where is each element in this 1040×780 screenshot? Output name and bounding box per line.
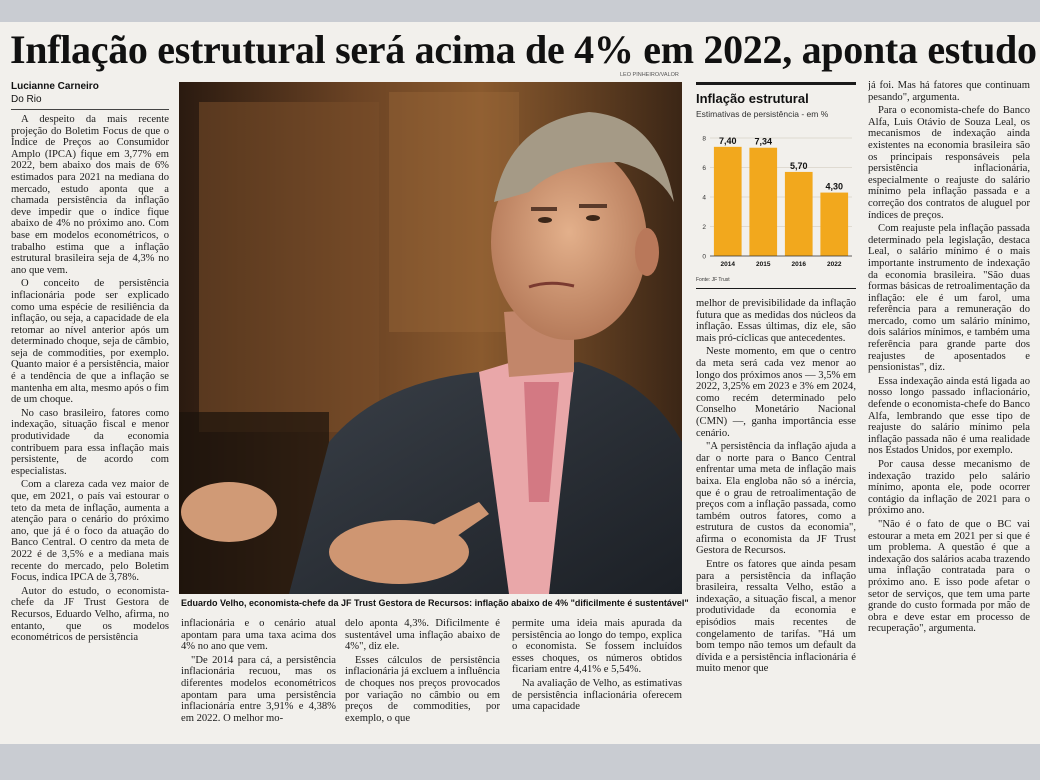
paragraph: No caso brasileiro, fatores como indexação, situação fiscal e menor produtividade da economia contribuem para essa inflação mais persistente, de acordo com especialistas. bbox=[11, 407, 169, 477]
chart-data-label: 5,70 bbox=[789, 160, 808, 171]
paragraph: A despeito da mais recente projeção do Boletim Focus de que o Índice de Preços ao Consumidor Amplo (IPCA) fique em 3,77% em 2022, bem abaixo dos mais de 6% estimados para 2021 na mediana do mercado, estudo aponta que a chamada persistência da inflação deve impedir que o índice fique abaixo de 4% no próximo ano. Com base em modelos econométricos, o trabalho estima que a inflação estrutural brasileira seja de 4,3% no ano que vem. bbox=[11, 114, 169, 276]
article-column-3 bbox=[345, 618, 500, 740]
paragraph: "De 2014 para cá, a persistência inflacionária recuou, mas os diferentes modelos econométricos apontam para uma persistência inflacionária entre 3,91% e 4,38% em 2022. O melhor mo- bbox=[181, 654, 336, 724]
paragraph: Autor do estudo, o economista-chefe da JF Trust Gestora de Recursos, Eduardo Velho, afirma, no entanto, que os modelos econométricos de persistência bbox=[11, 585, 169, 644]
chart-data-label: 7,34 bbox=[754, 136, 773, 147]
chart-category-label: 2015 bbox=[756, 261, 771, 268]
article-column-4 bbox=[512, 618, 682, 740]
chart-ytick-label: 4 bbox=[702, 194, 706, 202]
chart-category-label: 2022 bbox=[827, 261, 842, 268]
paragraph: Entre os fatores que ainda pesam para a persistência da inflação brasileira, ressalta Velho, estão a indexação, a situação fiscal, a menor produtividade da economia e episódios mais recentes de congelamento de tarifas. "Há um bom tempo não temos um default da dívida e a persistência inflacionária é muito menor que bbox=[696, 559, 856, 675]
paragraph: Essa indexação ainda está ligada ao nosso longo passado inflacionário, defende o economista-chefe do Banco Alfa, lembrando que esse tipo de reajuste do salário mínimo pela inflação passada não é uma realidade nos Estados Unidos, por exemplo. bbox=[868, 375, 1030, 457]
chart-ytick-label: 2 bbox=[702, 224, 706, 231]
chart-category-label: 2016 bbox=[791, 261, 806, 268]
author-location: Do Rio bbox=[11, 94, 42, 105]
paragraph: Neste momento, em que o centro da meta será cada vez menor ao longo dos próximos anos — 3,5% em 2022, 3,25% em 2023 e 3% em 2024, como recém determinado pelo Conselho Monetário Nacional (CMN) —, ganha importância esse cenário. bbox=[696, 346, 856, 439]
article-column-6 bbox=[868, 80, 1030, 740]
chart-ytick-label: 8 bbox=[702, 135, 706, 143]
photo-eduardo-velho bbox=[179, 82, 682, 594]
paragraph: "Não é o fato de que o BC vai estourar a meta em 2021 per si que é um problema. A questão é que a indexação dos salários acaba trazendo uma inflação contratada para o próximo ano. E isso pode afetar o setor de serviços, que tem uma parte grande do custo formada por mão de obra e deve estar em processo de recuperação", argumenta. bbox=[868, 518, 1030, 635]
chart-category-label: 2014 bbox=[720, 261, 735, 268]
chart-top-rule bbox=[696, 82, 856, 85]
chart-ytick-label: 0 bbox=[702, 253, 706, 261]
paragraph: Esses cálculos de persistência inflacionária já excluem a influência de choques nos preços provocados por variação no câmbio ou em preços de commodities, por exemplo, o que bbox=[345, 654, 500, 724]
paragraph: Para o economista-chefe do Banco Alfa, Luis Otávio de Souza Leal, os mecanismos de indexação ainda existentes na economia brasileira são os principais responsáveis pela persistência inflacionária, especialmente o reajuste do salário mínimo pela inflação passada e a correção dos contratos de aluguel por índices de preços. bbox=[868, 105, 1030, 221]
chart-plot bbox=[696, 124, 856, 274]
article-column-1 bbox=[11, 114, 169, 738]
chart-bar-2022 bbox=[820, 193, 848, 256]
headline: Inflação estrutural será acima de 4% em 2022, aponta estudo bbox=[10, 27, 1037, 72]
chart-bar-2015 bbox=[749, 148, 777, 256]
chart-title: Inflação estrutural bbox=[696, 91, 809, 106]
byline-divider bbox=[11, 109, 169, 110]
author-name: Lucianne Carneiro bbox=[11, 81, 99, 92]
chart-subtitle: Estimativas de persistência - em % bbox=[696, 109, 829, 119]
chart-bottom-rule bbox=[696, 288, 856, 289]
photo-credit: LEO PINHEIRO/VALOR bbox=[620, 72, 679, 78]
paragraph: inflacionária e o cenário atual apontam para uma taxa acima dos 4% no ano que vem. bbox=[181, 618, 336, 653]
paragraph: "A persistência da inflação ajuda a dar o norte para o Banco Central enfrentar uma meta de inflação mais baixa. Ela engloba não só a inércia, que é o grau de retroalimentação de preços com a inflação passada, como também outros fatores, como a estrutura de custos da economia", afirma o economista da JF Trust Gestora de Recursos. bbox=[696, 441, 856, 557]
chart-data-label: 4,30 bbox=[825, 181, 844, 192]
paragraph: já foi. Mas há fatores que continuam pesando", argumenta. bbox=[868, 80, 1030, 103]
chart-inflacao-estrutural bbox=[696, 82, 856, 292]
paragraph: delo aponta 4,3%. Dificilmente é sustentável uma inflação abaixo de 4%", diz ele. bbox=[345, 618, 500, 653]
paragraph: melhor de previsibilidade da inflação futura que as medidas dos núcleos da inflação. Essas últimas, diz ele, são mais pró-cíclicas que antecedentes. bbox=[696, 298, 856, 344]
portrait-image bbox=[179, 82, 682, 594]
article-column-2 bbox=[181, 618, 336, 740]
chart-ytick-label: 6 bbox=[702, 165, 706, 172]
byline bbox=[11, 80, 99, 106]
newspaper-page bbox=[0, 22, 1040, 744]
article-column-5 bbox=[696, 298, 856, 740]
paragraph: Com a clareza cada vez maior de que, em 2021, o país vai estourar o teto da meta de inflação, aumenta a atenção para o cenário do próximo ano, que já é o foco da atuação do Banco Central. O centro da meta de 2022 é de 3,5% e a mediana mais recente do mercado, pelo Boletim Focus, indica IPCA de 3,78%. bbox=[11, 479, 169, 584]
paragraph: Por causa desse mecanismo de indexação trazido pelo salário mínimo, aponta ele, pode ocorrer contágio da inflação de 2021 para o próximo ano. bbox=[868, 459, 1030, 517]
paragraph: Na avaliação de Velho, as estimativas de persistência inflacionária oferecem uma capacidade bbox=[512, 677, 682, 713]
chart-bar-2016 bbox=[785, 172, 813, 256]
chart-data-label: 7,40 bbox=[718, 135, 737, 146]
photo-caption: Eduardo Velho, economista-chefe da JF Trust Gestora de Recursos: inflação abaixo de 4% "dificilmente é sustentável" bbox=[181, 598, 689, 608]
paragraph: O conceito de persistência inflacionária pode ser explicado como uma espécie de resiliência da inflação, ou seja, a capacidade de ela retomar ao nível anterior após um determinado choque, seja de câmbio, seja de commodities, por exemplo. Quanto maior é a persistência, maior é a tendência de que a inflação se mantenha em alta, mesmo após o fim de um choque. bbox=[11, 278, 169, 406]
chart-source: Fonte: JF Trust bbox=[696, 277, 730, 283]
paragraph: permite uma ideia mais apurada da persistência ao longo do tempo, explica o economista. Se fossem incluídos esses choques, os números obtidos ficariam entre 4,41% e 5,54%. bbox=[512, 618, 682, 676]
paragraph: Com reajuste pela inflação passada determinado pela legislação, destaca Leal, o salário mínimo é o mais importante instrumento de indexação da economia brasileira. "São duas formas básicas de retroalimentação da inflação: ele é um farol, uma referência para a remuneração do mercado, como um salário mínimo, dois salários mínimos, e também uma referência para grande parte dos reajustes de aposentados e pensionistas", diz. bbox=[868, 223, 1030, 374]
chart-bar-2014 bbox=[714, 147, 742, 256]
